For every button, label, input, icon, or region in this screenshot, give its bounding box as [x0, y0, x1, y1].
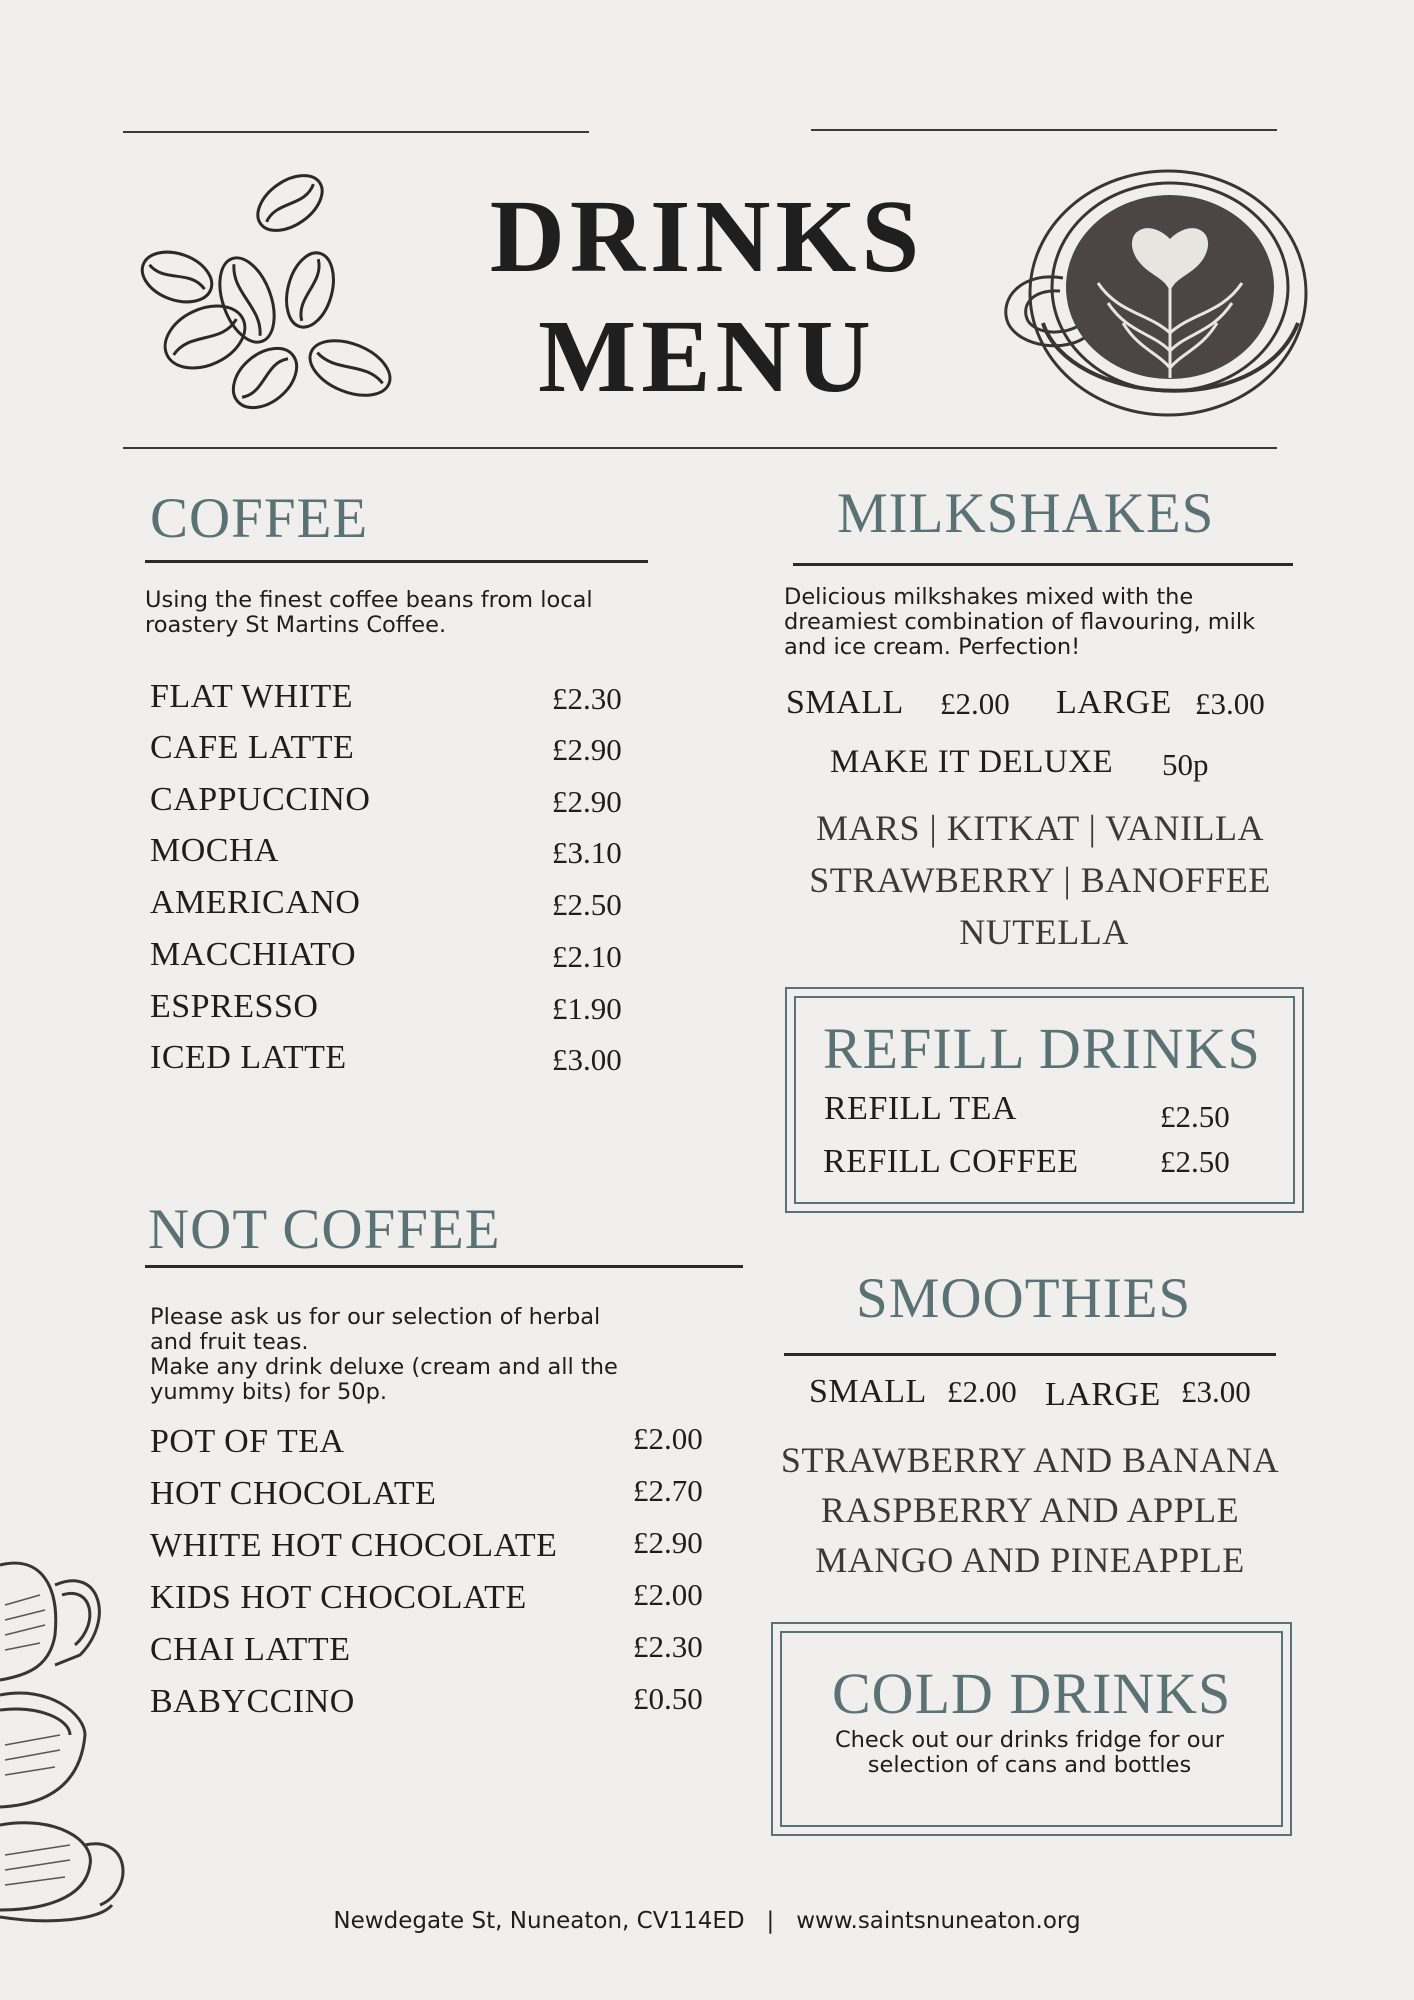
list-item: MACCHIATO [150, 936, 357, 973]
list-item: REFILL TEA [824, 1090, 1017, 1127]
list-item: ESPRESSO [150, 988, 319, 1025]
list-item: CAFE LATTE [150, 729, 355, 766]
latte-cup-icon [998, 163, 1308, 423]
not-coffee-heading: NOT COFFEE [148, 1198, 501, 1261]
menu-title-line1: DRINKS [489, 179, 925, 294]
price: £2.00 [633, 1421, 703, 1456]
price: £2.90 [633, 1525, 703, 1560]
menu-title-line2: MENU [538, 299, 876, 414]
list-item: ICED LATTE [150, 1039, 347, 1076]
price: £0.50 [633, 1681, 703, 1716]
list-item: WHITE HOT CHOCOLATE [150, 1527, 558, 1564]
coffee-description: Using the finest coffee beans from local roastery St Martins Coffee. [145, 587, 593, 638]
footer-address: Newdegate St, Nuneaton, CV114ED | www.saintsnuneaton.org [333, 1908, 1081, 1934]
price: £2.00 [633, 1577, 703, 1612]
list-item: FLAT WHITE [150, 678, 354, 715]
smoothie-flavours-line: RASPBERRY AND APPLE [820, 1490, 1240, 1530]
price: £3.00 [552, 1042, 622, 1077]
price: £2.30 [552, 681, 622, 716]
not-coffee-rule [145, 1265, 743, 1268]
list-item: CHAI LATTE [150, 1631, 351, 1668]
header-rule-bottom [123, 447, 1277, 449]
smoothies-large-label: LARGE [1045, 1376, 1161, 1413]
coffee-heading: COFFEE [150, 487, 369, 550]
milkshakes-description: Delicious milkshakes mixed with the dreamiest combination of flavouring, milk and ice cream. Perfection! [784, 584, 1256, 660]
milkshakes-deluxe-price: 50p [1162, 747, 1209, 782]
milkshakes-rule [793, 563, 1293, 566]
smoothie-flavours-line: STRAWBERRY AND BANANA [780, 1440, 1280, 1480]
list-item: BABYCCINO [150, 1683, 355, 1720]
coffee-beans-icon [135, 165, 400, 415]
list-item: POT OF TEA [150, 1423, 345, 1460]
price: £2.90 [552, 732, 622, 767]
milkshakes-large-price: £3.00 [1195, 686, 1265, 721]
cold-drinks-description: Check out our drinks fridge for our selection of cans and bottles [834, 1727, 1225, 1778]
milkshakes-large-label: LARGE [1056, 684, 1172, 721]
price: £3.10 [552, 835, 622, 870]
header-rule-left [123, 131, 589, 133]
milkshakes-small-label: SMALL [786, 684, 904, 721]
cold-drinks-heading: COLD DRINKS [832, 1661, 1232, 1726]
not-coffee-description: Please ask us for our selection of herbal and fruit teas. Make any drink deluxe (cream and all the yummy bits) for 50p. [150, 1304, 618, 1405]
price: £1.90 [552, 991, 622, 1026]
list-item: REFILL COFFEE [823, 1143, 1079, 1180]
milkshake-flavours-line: NUTELLA [959, 912, 1129, 952]
milkshake-flavours-line: MARS | KITKAT | VANILLA [816, 808, 1264, 848]
milkshakes-deluxe-label: MAKE IT DELUXE [830, 744, 1114, 780]
smoothies-heading: SMOOTHIES [856, 1267, 1192, 1330]
milkshakes-heading: MILKSHAKES [837, 482, 1215, 545]
list-item: CAPPUCCINO [150, 781, 371, 818]
milkshake-flavours-line: STRAWBERRY | BANOFFEE [809, 860, 1271, 900]
smoothies-small-price: £2.00 [947, 1374, 1017, 1409]
smoothies-small-label: SMALL [809, 1373, 927, 1410]
price: £2.10 [552, 939, 622, 974]
price: £2.50 [1160, 1144, 1230, 1179]
header-rule-right [811, 129, 1277, 131]
list-item: AMERICANO [150, 884, 361, 921]
price: £2.30 [633, 1629, 703, 1664]
stacked-cups-icon [0, 1545, 135, 1930]
coffee-rule [145, 560, 648, 563]
price: £2.50 [1160, 1099, 1230, 1134]
smoothies-large-price: £3.00 [1181, 1374, 1251, 1409]
refill-heading: REFILL DRINKS [823, 1016, 1261, 1081]
milkshakes-small-price: £2.00 [940, 686, 1010, 721]
list-item: KIDS HOT CHOCOLATE [150, 1579, 527, 1616]
price: £2.70 [633, 1473, 703, 1508]
smoothie-flavours-line: MANGO AND PINEAPPLE [815, 1540, 1245, 1580]
list-item: MOCHA [150, 832, 280, 869]
price: £2.90 [552, 784, 622, 819]
price: £2.50 [552, 887, 622, 922]
smoothies-rule [784, 1353, 1276, 1356]
list-item: HOT CHOCOLATE [150, 1475, 437, 1512]
